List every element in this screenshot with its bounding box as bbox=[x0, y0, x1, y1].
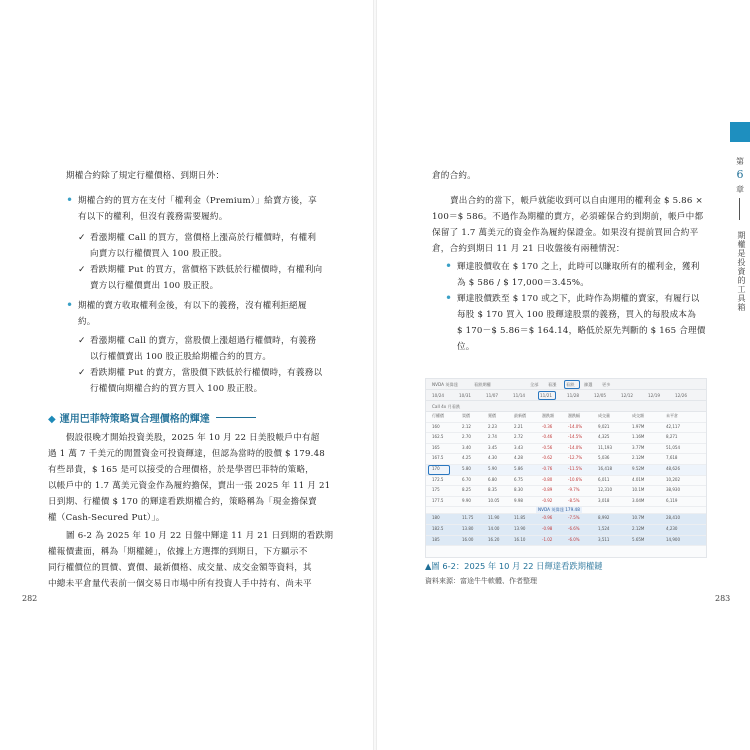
table-cell: 5.90 bbox=[488, 465, 497, 471]
text-line: 日到期、行權價 $ 170 的輝達看跌期權合約，策略稱為「現金擔保賣 bbox=[48, 497, 317, 507]
text-line: 為 $ 586 / $ 17,000＝3.45%。 bbox=[457, 278, 590, 288]
section-heading bbox=[48, 407, 256, 426]
table-cell: 2.74 bbox=[488, 434, 497, 440]
text-line: 輝達股價跌至 $ 170 或之下，此時作為期權的賣家，有履行以 bbox=[457, 294, 700, 304]
table-cell: 9,021 bbox=[598, 423, 610, 429]
continuation-text: 倉的合約。 bbox=[432, 171, 476, 181]
table-cell: 38,930 bbox=[666, 487, 680, 493]
text-line: 權（Cash-Secured Put）」。 bbox=[48, 513, 165, 523]
table-cell: -0.96 bbox=[542, 515, 553, 521]
heading-rule bbox=[216, 417, 256, 418]
table-cell: 180 bbox=[432, 515, 440, 521]
table-cell: 3.40 bbox=[462, 444, 471, 450]
bullet-dot-icon: • bbox=[445, 259, 453, 273]
table-row[interactable] bbox=[426, 454, 706, 465]
text-line: 賣方以行權價賣出 100 股正股。 bbox=[90, 281, 219, 291]
table-cell: -8.5% bbox=[568, 497, 580, 503]
table-cell: 48,626 bbox=[666, 465, 680, 471]
table-cell: 182.5 bbox=[432, 525, 444, 531]
column-header-row bbox=[426, 412, 706, 423]
chain-header bbox=[426, 401, 706, 412]
table-cell: 175 bbox=[432, 487, 440, 493]
text-line: 有以下的權利，但沒有義務需要履約。 bbox=[78, 212, 228, 222]
table-cell: 5.80 bbox=[462, 465, 471, 471]
table-cell: -0.76 bbox=[542, 465, 553, 471]
table-cell: 9.90 bbox=[462, 497, 471, 503]
table-cell: 4,230 bbox=[666, 525, 678, 531]
table-cell: 185 bbox=[432, 536, 440, 542]
table-cell: 10.7M bbox=[632, 515, 645, 521]
table-cell: -6.0% bbox=[568, 536, 580, 542]
table-cell: 3.04M bbox=[632, 497, 645, 503]
table-row[interactable] bbox=[426, 486, 706, 497]
page-number-right: 283 bbox=[715, 594, 731, 603]
table-row[interactable] bbox=[426, 514, 706, 525]
expiry-tab[interactable]: 12/19 bbox=[648, 393, 661, 398]
intro-text: 期權合約除了規定行權價格、到期日外： bbox=[66, 171, 225, 181]
table-cell: 28,410 bbox=[666, 515, 680, 521]
table-cell: 4.30 bbox=[488, 455, 497, 461]
table-cell: -14.0% bbox=[568, 423, 583, 429]
text-line: 過 1 萬 7 千美元的閒置資金可投資輝達，但認為當時的股價 $ 179.48 bbox=[48, 449, 325, 459]
chapter-label-top: 第 bbox=[736, 157, 744, 166]
table-cell: 1.16M bbox=[632, 434, 645, 440]
chapter-title: 期權是投資的工具箱 bbox=[737, 230, 746, 312]
table-cell: 5,036 bbox=[598, 455, 610, 461]
expiry-tab[interactable]: 12/26 bbox=[675, 393, 688, 398]
table-cell: 8,271 bbox=[666, 434, 678, 440]
table-row[interactable] bbox=[426, 444, 706, 455]
text-line: 有些昂貴，$ 165 是可以接受的合理價格，於是學習巴菲特的策略， bbox=[48, 465, 314, 475]
text-line: 權報價畫面，稱為「期權鏈」，依據上方選擇的到期日，下方顯示不 bbox=[48, 547, 308, 557]
column-header[interactable]: 賣價 bbox=[488, 413, 496, 418]
expiry-tab[interactable]: 11/07 bbox=[486, 393, 499, 398]
expiry-tab[interactable]: 12/12 bbox=[621, 393, 634, 398]
table-cell: 11.75 bbox=[462, 515, 474, 521]
buyer-bullet bbox=[66, 193, 348, 225]
figure-caption: ▲圖 6-2：2025 年 10 月 22 日輝達看跌期權鏈 bbox=[425, 561, 603, 571]
table-cell: 8,992 bbox=[598, 515, 610, 521]
table-cell: 165 bbox=[432, 444, 440, 450]
toolbar-symbol[interactable]: NVDA 英偉達 bbox=[432, 382, 458, 387]
table-cell: -0.46 bbox=[542, 434, 553, 440]
toolbar-filter[interactable]: 篩選 bbox=[584, 382, 593, 387]
text-line: 100＝$ 586。不過作為期權的賣方，必須確保合約到期前，帳戶中都 bbox=[432, 212, 704, 222]
seller-check-1 bbox=[78, 333, 350, 365]
table-cell: -0.56 bbox=[542, 444, 553, 450]
text-line: $ 170－$ 5.86＝$ 164.14，略低於原先判斷的 $ 165 合理價 bbox=[457, 326, 706, 336]
table-cell: 6.75 bbox=[514, 476, 523, 482]
table-cell: -14.5% bbox=[568, 434, 583, 440]
table-cell: 160 bbox=[432, 423, 440, 429]
table-cell: 7,618 bbox=[666, 455, 678, 461]
right-page bbox=[375, 0, 750, 750]
text-line: 看漲期權 Call 的賣方，當股價上漲超過行權價時，有義務 bbox=[90, 336, 317, 346]
table-cell: 2.72 bbox=[514, 434, 523, 440]
table-cell: 51,054 bbox=[666, 444, 680, 450]
expiry-tab[interactable]: 10/24 bbox=[432, 393, 445, 398]
chain-header-label: Call 4x 月看跌 bbox=[432, 404, 461, 409]
expiry-tab[interactable]: 12/05 bbox=[594, 393, 607, 398]
table-cell: 4.01M bbox=[632, 476, 645, 482]
price-marker-row bbox=[426, 507, 706, 514]
table-cell: 3,018 bbox=[598, 497, 610, 503]
table-cell: 3,511 bbox=[598, 536, 610, 542]
table-cell: 177.5 bbox=[432, 497, 444, 503]
option-rows bbox=[426, 423, 706, 547]
check-icon: ✓ bbox=[78, 368, 86, 378]
expiry-tab[interactable]: 11/21 bbox=[540, 393, 553, 398]
diamond-icon: ◆ bbox=[48, 414, 56, 425]
text-line: 期權合約的買方在支付「權利金（Premium）」給賣方後，享 bbox=[78, 196, 317, 206]
column-header[interactable]: 成交量 bbox=[598, 413, 610, 418]
table-cell: -0.80 bbox=[542, 476, 553, 482]
table-cell: -9.7% bbox=[568, 487, 580, 493]
option-chain-toolbar bbox=[426, 379, 706, 390]
table-cell: -0.92 bbox=[542, 497, 553, 503]
bullet-dot-icon: • bbox=[66, 298, 74, 312]
table-cell: 10.1M bbox=[632, 487, 645, 493]
table-cell: 3.45 bbox=[488, 444, 497, 450]
table-cell: 16.00 bbox=[462, 536, 474, 542]
table-cell: 16.10 bbox=[514, 536, 526, 542]
table-cell: 16,418 bbox=[598, 465, 612, 471]
toolbar-type[interactable]: 看跌期權 bbox=[474, 382, 491, 387]
paragraph-2 bbox=[48, 528, 338, 592]
figure-source: 資料來源：富途牛牛軟體、作者整理 bbox=[425, 577, 537, 585]
table-cell: 6.70 bbox=[462, 476, 471, 482]
table-cell: -7.5% bbox=[568, 515, 580, 521]
table-cell: 4.25 bbox=[462, 455, 471, 461]
table-cell: 1,524 bbox=[598, 525, 610, 531]
selected-expiry-highlight bbox=[538, 391, 556, 400]
column-header[interactable]: 行權價 bbox=[432, 413, 444, 418]
table-row[interactable] bbox=[426, 497, 706, 508]
table-cell: 2.12M bbox=[632, 525, 645, 531]
table-cell: -10.6% bbox=[568, 476, 583, 482]
table-cell: 10.05 bbox=[488, 497, 500, 503]
buyer-check-1 bbox=[78, 230, 350, 262]
seller-check-2 bbox=[78, 365, 350, 397]
chapter-divider bbox=[739, 198, 740, 220]
column-header[interactable]: 未平倉 bbox=[666, 413, 678, 418]
table-row[interactable] bbox=[426, 465, 706, 476]
text-line: 期權的賣方收取權利金後，有以下的義務，沒有權利拒絕履 bbox=[78, 301, 307, 311]
price-marker: NVDA 英偉達 179.48 bbox=[538, 507, 580, 513]
table-cell: 12,310 bbox=[598, 487, 612, 493]
table-cell: 162.5 bbox=[432, 434, 444, 440]
toolbar-call[interactable]: 看漲 bbox=[548, 382, 557, 387]
table-cell: 42,117 bbox=[666, 423, 680, 429]
table-cell: -0.89 bbox=[542, 487, 553, 493]
text-line: 中總未平倉量代表前一個交易日市場中所有投資人手中持有、尚未平 bbox=[48, 579, 312, 589]
column-header[interactable]: 買價 bbox=[462, 413, 470, 418]
expiry-tab[interactable]: 11/14 bbox=[513, 393, 526, 398]
text-line: 約。 bbox=[78, 317, 96, 327]
toolbar-put[interactable]: 看跌 bbox=[566, 382, 575, 387]
paragraph-1 bbox=[48, 430, 338, 526]
table-cell: -14.0% bbox=[568, 444, 583, 450]
page-number-left: 282 bbox=[22, 594, 38, 603]
text-line: 向賣方以行權價買入 100 股正股。 bbox=[90, 249, 228, 259]
table-cell: -0.98 bbox=[542, 525, 553, 531]
toolbar-all[interactable]: 全部 bbox=[530, 382, 539, 387]
text-line: 以帳戶中的 1.7 萬美元資金作為履約擔保，賣出一張 2025 年 11 月 21 bbox=[48, 481, 331, 491]
text-line: 看漲期權 Call 的買方，當價格上漲高於行權價時，有權利 bbox=[90, 233, 317, 243]
table-cell: 5.86 bbox=[514, 465, 523, 471]
table-cell: -0.36 bbox=[542, 423, 553, 429]
text-line: 每股 $ 170 買入 100 股輝達股票的義務，買入的每股成本為 bbox=[457, 310, 697, 320]
table-cell: 9.98 bbox=[514, 497, 523, 503]
table-cell: 4,325 bbox=[598, 434, 610, 440]
chapter-label-bottom: 章 bbox=[736, 185, 744, 194]
chapter-number: 6 bbox=[736, 168, 744, 181]
table-cell: 8.30 bbox=[514, 487, 523, 493]
check-icon: ✓ bbox=[78, 233, 86, 243]
text-line: 看跌期權 Put 的賣方，當股價下跌低於行權價時，有義務以 bbox=[90, 368, 323, 378]
table-cell: 6.80 bbox=[488, 476, 497, 482]
seller-bullet bbox=[66, 298, 348, 330]
table-cell: 6,119 bbox=[666, 497, 678, 503]
table-row[interactable] bbox=[426, 423, 706, 434]
put-highlight bbox=[564, 380, 580, 389]
table-cell: 6,011 bbox=[598, 476, 610, 482]
column-header[interactable]: 成交額 bbox=[632, 413, 644, 418]
expiry-tab[interactable]: 11/28 bbox=[567, 393, 580, 398]
option-chain-screenshot bbox=[425, 378, 707, 558]
check-icon: ✓ bbox=[78, 265, 86, 275]
table-cell: 167.5 bbox=[432, 455, 444, 461]
table-row[interactable] bbox=[426, 433, 706, 444]
table-cell: 8.25 bbox=[462, 487, 471, 493]
table-cell: 13.80 bbox=[462, 525, 474, 531]
text-line: 同行權價位的買價、賣價、最新價格、成交量、成交金額等資料，其 bbox=[48, 563, 312, 573]
table-cell: 1.97M bbox=[632, 423, 645, 429]
text-line: 位。 bbox=[457, 342, 475, 352]
table-row[interactable] bbox=[426, 476, 706, 487]
text-line: 賣出合約的當下，帳戶就能收到可以自由運用的權利金 $ 5.86 × bbox=[450, 196, 703, 206]
table-cell: 11.85 bbox=[514, 515, 526, 521]
text-line: 保留了 1.7 萬美元的資金作為履約保證金。如果沒有提前買回合約平 bbox=[432, 228, 699, 238]
table-cell: 2.12 bbox=[462, 423, 471, 429]
text-line: 行權價向期權合約的買方買入 100 股正股。 bbox=[90, 384, 263, 394]
table-cell: 11,193 bbox=[598, 444, 612, 450]
check-icon: ✓ bbox=[78, 336, 86, 346]
text-line: 看跌期權 Put 的買方，當價格下跌低於行權價時，有權利向 bbox=[90, 265, 323, 275]
table-cell: 2.12M bbox=[632, 455, 645, 461]
text-line: 輝達股價收在 $ 170 之上，此時可以賺取所有的權利金，獲利 bbox=[457, 262, 700, 272]
text-line: 假設很晚才開始投資美股，2025 年 10 月 22 日美股帳戶中有超 bbox=[66, 433, 320, 443]
expiry-bar bbox=[426, 390, 706, 401]
table-row[interactable] bbox=[426, 525, 706, 536]
bullet-dot-icon: • bbox=[445, 291, 453, 305]
table-cell: 14,900 bbox=[666, 536, 680, 542]
column-header[interactable]: 漲跌額 bbox=[542, 413, 554, 418]
outcome-bullet-1 bbox=[445, 259, 719, 291]
table-cell: -11.5% bbox=[568, 465, 583, 471]
bullet-dot-icon: • bbox=[66, 193, 74, 207]
column-header[interactable]: 最新價 bbox=[514, 413, 526, 418]
column-header[interactable]: 漲跌幅 bbox=[568, 413, 580, 418]
text-line: 圖 6-2 為 2025 年 10 月 22 日盤中輝達 11 月 21 日到期的看跌期 bbox=[66, 531, 334, 541]
table-cell: 3.77M bbox=[632, 444, 645, 450]
table-cell: 11.90 bbox=[488, 515, 500, 521]
expiry-tab[interactable]: 10/31 bbox=[459, 393, 472, 398]
table-cell: 16.20 bbox=[488, 536, 500, 542]
table-cell: -0.62 bbox=[542, 455, 553, 461]
text-line: 倉，合約到期日 11 月 21 日收盤後有兩種情況： bbox=[432, 244, 625, 254]
table-row[interactable] bbox=[426, 536, 706, 547]
chapter-tab bbox=[730, 122, 750, 142]
section-heading-text: 運用巴菲特策略買合理價格的輝達 bbox=[59, 414, 210, 425]
table-cell: 10,202 bbox=[666, 476, 680, 482]
buyer-check-2 bbox=[78, 262, 350, 294]
right-paragraph bbox=[432, 193, 722, 257]
text-line: 以行權價賣出 100 股正股給期權合約的買方。 bbox=[90, 352, 272, 362]
table-cell: 172.5 bbox=[432, 476, 444, 482]
table-cell: 170 bbox=[432, 465, 440, 471]
toolbar-more[interactable]: 更多 bbox=[602, 382, 611, 387]
selected-strike-highlight bbox=[428, 465, 450, 475]
table-cell: 2.70 bbox=[462, 434, 471, 440]
table-cell: 14.00 bbox=[488, 525, 500, 531]
table-cell: 5.65M bbox=[632, 536, 645, 542]
table-cell: 8.35 bbox=[488, 487, 497, 493]
table-cell: -12.7% bbox=[568, 455, 583, 461]
table-cell: 2.21 bbox=[514, 423, 523, 429]
table-cell: -6.6% bbox=[568, 525, 580, 531]
outcome-bullet-2 bbox=[445, 291, 719, 355]
table-cell: 2.23 bbox=[488, 423, 497, 429]
table-cell: 4.28 bbox=[514, 455, 523, 461]
table-cell: -1.02 bbox=[542, 536, 553, 542]
table-cell: 3.43 bbox=[514, 444, 523, 450]
table-cell: 13.90 bbox=[514, 525, 526, 531]
table-cell: 9.52M bbox=[632, 465, 645, 471]
